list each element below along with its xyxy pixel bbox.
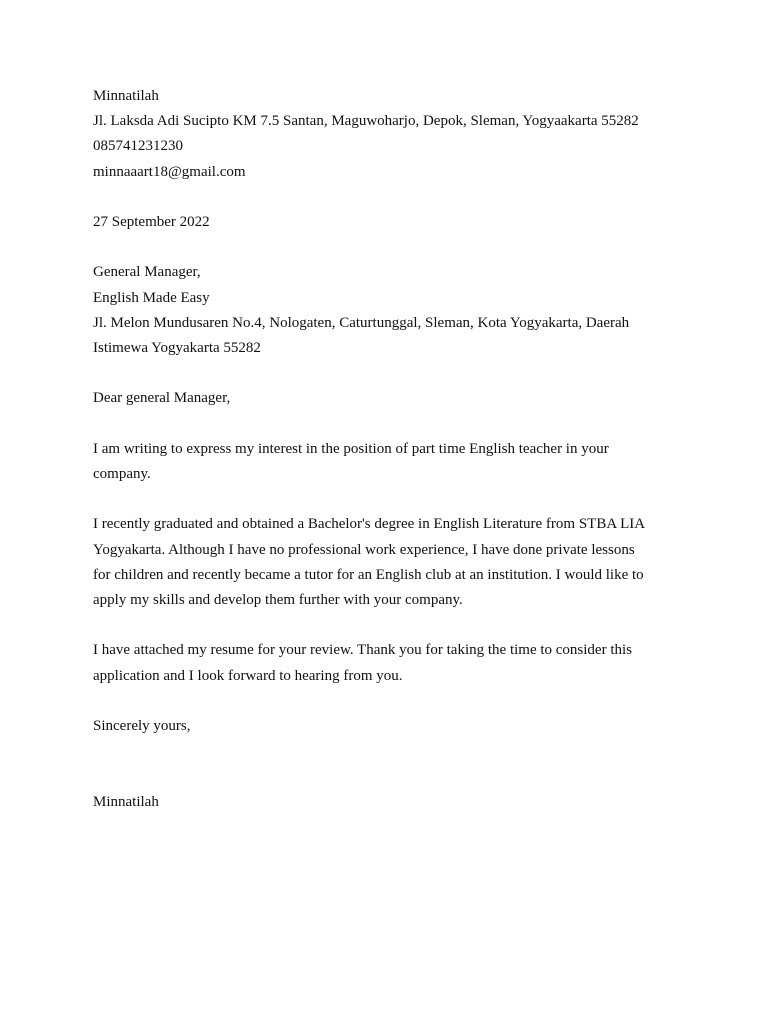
sender-address: Jl. Laksda Adi Sucipto KM 7.5 Santan, Maguwoharjo, Depok, Sleman, Yogyaakarta 55282 — [93, 113, 639, 130]
salutation: Dear general Manager, — [93, 390, 231, 407]
spacer — [93, 412, 673, 437]
sender-block — [93, 84, 673, 185]
body-paragraph-1 — [93, 437, 673, 487]
cover-letter — [93, 84, 673, 815]
signature-name: Minnatilah — [93, 793, 159, 810]
recipient-title: General Manager, — [93, 264, 201, 281]
paragraph-line: apply my skills and develop them further with your company. — [93, 591, 463, 608]
sender-email: minnaaart18@gmail.com — [93, 163, 246, 180]
paragraph-line: for children and recently became a tutor for an English club at an institution. I would like to — [93, 566, 644, 583]
spacer — [93, 487, 673, 512]
paragraph-line: Yogyakarta. Although I have no professional work experience, I have done private lessons — [93, 541, 635, 558]
spacer — [93, 613, 673, 638]
closing: Sincerely yours, — [93, 717, 191, 734]
paragraph-line: I recently graduated and obtained a Bachelor's degree in English Literature from STBA LIA — [93, 516, 646, 533]
spacer — [93, 361, 673, 386]
spacer — [93, 689, 673, 714]
body-paragraph-2 — [93, 512, 673, 613]
sender-phone: 085741231230 — [93, 138, 183, 155]
letter-date: 27 September 2022 — [93, 214, 210, 230]
sender-name: Minnatilah — [93, 88, 159, 104]
recipient-address-line-2: Istimewa Yogyakarta 55282 — [93, 340, 261, 356]
recipient-block — [93, 260, 673, 361]
paragraph-line: I am writing to express my interest in the position of part time English teacher in your — [93, 440, 609, 457]
recipient-address-line-1: Jl. Melon Mundusaren No.4, Nologaten, Caturtunggal, Sleman, Kota Yogyakarta, Daerah — [93, 314, 630, 331]
spacer — [93, 235, 673, 260]
body-paragraph-3 — [93, 638, 673, 688]
paragraph-line: application and I look forward to hearing from you. — [93, 667, 403, 684]
paragraph-line: I have attached my resume for your review. Thank you for taking the time to consider this — [93, 642, 633, 659]
spacer — [93, 185, 673, 210]
recipient-company: English Made Easy — [93, 289, 210, 306]
paragraph-line: company. — [93, 465, 151, 482]
signature-space — [93, 739, 673, 789]
